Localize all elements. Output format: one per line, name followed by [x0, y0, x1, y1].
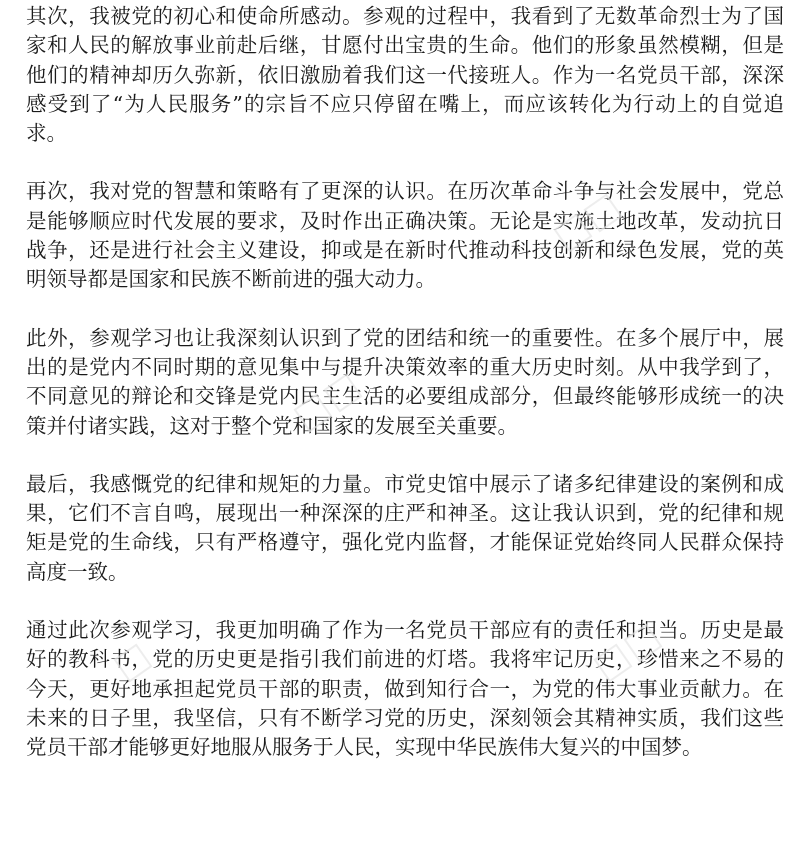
paragraph-2: 再次，我对党的智慧和策略有了更深的认识。在历次革命斗争与社会发展中，党总是能够顺应时代发展的要求，及时作出正确决策。无论是实施土地改革，发动抗日战争，还是进行社会主义建设，抑或是在新时代推动科技创新和绿色发展，党的英明领导都是国家和民族不断前进的强大动力。 — [26, 179, 784, 292]
paragraph-5: 通过此次参观学习，我更加明确了作为一名党员干部应有的责任和担当。历史是最好的教科书，党的历史更是指引我们前进的灯塔。我将牢记历史，珍惜来之不易的今天，更好地承担起党员干部的职责，做到知行合一，为党的伟大事业贡献力。在未来的日子里，我坚信，只有不断学习党的历史，深刻领会其精神实质，我们这些党员干部才能够更好地服从服务于人民，实现中华民族伟大复兴的中国梦。 — [26, 618, 784, 760]
paragraph-1: 其次，我被党的初心和使命所感动。参观的过程中，我看到了无数革命烈士为了国家和人民的解放事业前赴后继，甘愿付出宝贵的生命。他们的形象虽然模糊，但是他们的精神却历久弥新，依旧激励着我们这一代接班人。作为一名党员干部，深深感受到了“为人民服务”的宗旨不应只停留在嘴上，而应该转化为行动上的自觉追求。 — [26, 4, 784, 146]
paragraph-3: 此外，参观学习也让我深刻认识到了党的团结和统一的重要性。在多个展厅中，展出的是党内不同时期的意见集中与提升决策效率的重大历史时刻。从中我学到了，不同意见的辩论和交锋是党内民主生活的必要组成部分，但最终能够形成统一的决策并付诸实践，这对于整个党和国家的发展至关重要。 — [26, 325, 784, 438]
paragraph-4: 最后，我感慨党的纪律和规矩的力量。市党史馆中展示了诸多纪律建设的案例和成果，它们不言自鸣，展现出一种深深的庄严和神圣。这让我认识到，党的纪律和规矩是党的生命线，只有严格遵守，强化党内监督，才能保证党始终同人民群众保持高度一致。 — [26, 471, 784, 584]
